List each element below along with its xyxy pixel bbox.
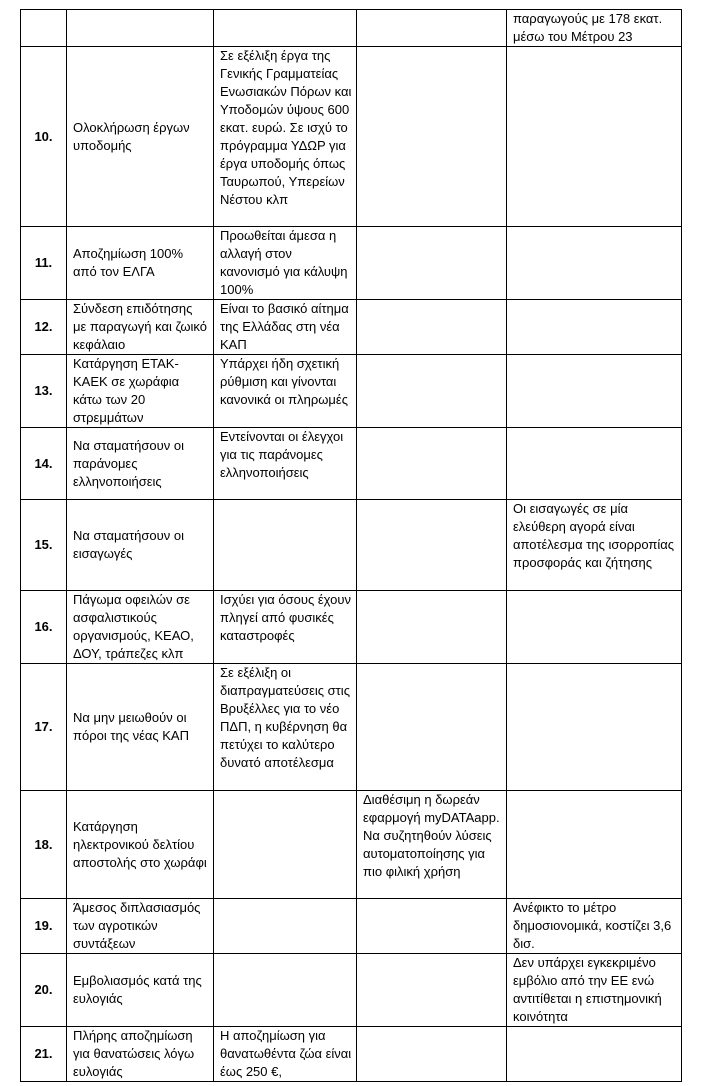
- column-5-cell: [507, 227, 682, 300]
- response-cell: [214, 954, 357, 1027]
- row-number: 11.: [21, 227, 67, 300]
- response-cell: Είναι το βασικό αίτημα της Ελλάδας στη νέα ΚΑΠ: [214, 300, 357, 355]
- column-4-cell: [357, 428, 507, 500]
- table-row: [21, 591, 682, 664]
- column-4-cell: Διαθέσιμη η δωρεάν εφαρμογή myDATAapp. Να συζητηθούν λύσεις αυτοματοποίησης για πιο φιλική χρήση: [357, 791, 507, 899]
- row-number: 10.: [21, 47, 67, 227]
- column-4-cell: [357, 300, 507, 355]
- request-cell: Πάγωμα οφειλών σε ασφαλιστικούς οργανισμούς, ΚΕΑΟ, ΔΟΥ, τράπεζες κλπ: [67, 591, 214, 664]
- row-number: 15.: [21, 500, 67, 591]
- request-cell: Να σταματήσουν οι παράνομες ελληνοποιήσεις: [67, 428, 214, 500]
- row-number: 14.: [21, 428, 67, 500]
- column-5-cell: [507, 664, 682, 791]
- column-5-cell: Ανέφικτο το μέτρο δημοσιονομικά, κοστίζει 3,6 δισ.: [507, 899, 682, 954]
- row-number: 13.: [21, 355, 67, 428]
- table-row: [21, 428, 682, 500]
- row-number: 16.: [21, 591, 67, 664]
- row-number: 17.: [21, 664, 67, 791]
- table-row: [21, 47, 682, 227]
- response-cell: [214, 791, 357, 899]
- column-4-cell: [357, 664, 507, 791]
- measures-table: [20, 9, 682, 1082]
- response-cell: Σε εξέλιξη οι διαπραγματεύσεις στις Βρυξέλλες για το νέο ΠΔΠ, η κυβέρνηση θα πετύχει το καλύτερο δυνατό αποτέλεσμα: [214, 664, 357, 791]
- row-number: 19.: [21, 899, 67, 954]
- row-number: 20.: [21, 954, 67, 1027]
- column-4-cell: [357, 227, 507, 300]
- column-4-cell: [357, 899, 507, 954]
- column-5-cell: [507, 428, 682, 500]
- column-4-cell: [357, 1027, 507, 1082]
- response-cell: Προωθείται άμεσα η αλλαγή στον κανονισμό για κάλυψη 100%: [214, 227, 357, 300]
- table-row: [21, 500, 682, 591]
- request-cell: Σύνδεση επιδότησης με παραγωγή και ζωικό κεφάλαιο: [67, 300, 214, 355]
- column-4-cell: [357, 500, 507, 591]
- row-number: 12.: [21, 300, 67, 355]
- column-5-cell: Δεν υπάρχει εγκεκριμένο εμβόλιο από την ΕΕ ενώ αντιτίθεται η επιστημονική κοινότητα: [507, 954, 682, 1027]
- column-4-cell: [357, 355, 507, 428]
- column-4-cell: [357, 591, 507, 664]
- column-5-cell: [507, 1027, 682, 1082]
- request-cell: Πλήρης αποζημίωση για θανατώσεις λόγω ευλογιάς: [67, 1027, 214, 1082]
- column-5-cell: [507, 791, 682, 899]
- response-cell: Ισχύει για όσους έχουν πληγεί από φυσικές καταστροφές: [214, 591, 357, 664]
- request-cell: Αποζημίωση 100% από τον ΕΛΓΑ: [67, 227, 214, 300]
- table-row: [21, 791, 682, 899]
- row-number: 21.: [21, 1027, 67, 1082]
- column-5-cell: [507, 47, 682, 227]
- table-row: [21, 899, 682, 954]
- request-cell: Ολοκλήρωση έργων υποδομής: [67, 47, 214, 227]
- response-cell: Η αποζημίωση για θανατωθέντα ζώα είναι έως 250 €,: [214, 1027, 357, 1082]
- request-cell: Κατάργηση ηλεκτρονικού δελτίου αποστολής στο χωράφι: [67, 791, 214, 899]
- row-number: [21, 10, 67, 47]
- column-5-cell: παραγωγούς με 178 εκατ. μέσω του Μέτρου 23: [507, 10, 682, 47]
- table-row: [21, 1027, 682, 1082]
- response-cell: [214, 899, 357, 954]
- table-row: [21, 664, 682, 791]
- column-5-cell: [507, 355, 682, 428]
- request-cell: Άμεσος διπλασιασμός των αγροτικών συντάξεων: [67, 899, 214, 954]
- column-4-cell: [357, 10, 507, 47]
- column-4-cell: [357, 954, 507, 1027]
- request-cell: [67, 10, 214, 47]
- response-cell: Εντείνονται οι έλεγχοι για τις παράνομες ελληνοποιήσεις: [214, 428, 357, 500]
- request-cell: Να σταματήσουν οι εισαγωγές: [67, 500, 214, 591]
- table-row: [21, 227, 682, 300]
- column-4-cell: [357, 47, 507, 227]
- column-5-cell: [507, 591, 682, 664]
- row-number: 18.: [21, 791, 67, 899]
- response-cell: Σε εξέλιξη έργα της Γενικής Γραμματείας Ενωσιακών Πόρων και Υποδομών ύψους 600 εκατ. ευρώ. Σε ισχύ το πρόγραμμα ΥΔΩΡ για έργα υποδομής όπως Ταυρωπού, Υπερείων Νέστου κλπ: [214, 47, 357, 227]
- table-row: [21, 300, 682, 355]
- response-cell: Υπάρχει ήδη σχετική ρύθμιση και γίνονται κανονικά οι πληρωμές: [214, 355, 357, 428]
- column-5-cell: Οι εισαγωγές σε μία ελεύθερη αγορά είναι αποτέλεσμα της ισορροπίας προσφοράς και ζήτησης: [507, 500, 682, 591]
- response-cell: [214, 10, 357, 47]
- table-row: [21, 355, 682, 428]
- table-row: [21, 954, 682, 1027]
- column-5-cell: [507, 300, 682, 355]
- request-cell: Να μην μειωθούν οι πόροι της νέας ΚΑΠ: [67, 664, 214, 791]
- request-cell: Εμβολιασμός κατά της ευλογιάς: [67, 954, 214, 1027]
- response-cell: [214, 500, 357, 591]
- table-row: [21, 10, 682, 47]
- request-cell: Κατάργηση ΕΤΑΚ-ΚΑΕΚ σε χωράφια κάτω των 20 στρεμμάτων: [67, 355, 214, 428]
